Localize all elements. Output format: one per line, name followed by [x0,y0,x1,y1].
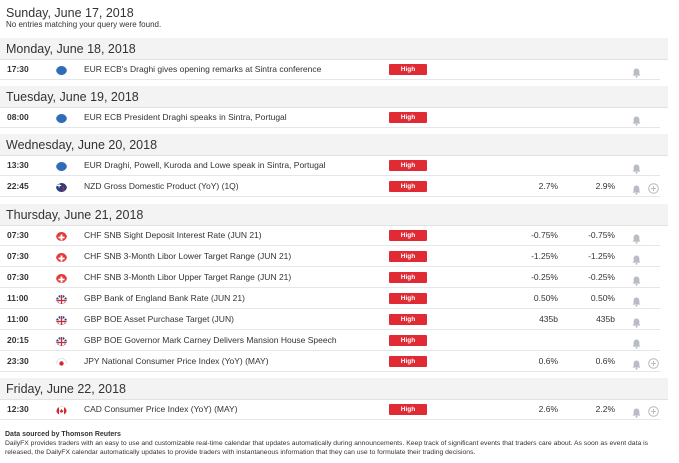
forecast-value: -0.25% [588,272,615,282]
day-header: Wednesday, June 20, 2018 [0,134,668,156]
bell-icon[interactable] [632,113,641,123]
event-time: 13:30 [7,160,29,170]
add-circle-icon[interactable] [648,181,659,192]
event-name: CHF SNB Sight Deposit Interest Rate (JUN 21) [84,230,262,240]
country-flag-icon [56,112,67,123]
forecast-value: 2.2% [595,404,615,414]
actual-value: -0.25% [531,272,558,282]
impact-badge: High [389,160,427,171]
event-row[interactable] [0,246,660,267]
event-time: 11:00 [7,314,29,324]
forecast-value [560,59,615,80]
bell-icon[interactable] [632,161,641,171]
actual-value: -1.25% [531,251,558,261]
event-time: 23:30 [7,356,29,366]
impact-badge: High [389,181,427,192]
footer [5,430,675,457]
actual-value [470,59,558,80]
day-header: Tuesday, June 19, 2018 [0,86,668,108]
bell-icon[interactable] [632,357,641,367]
event-name: EUR ECB's Draghi gives opening remarks at Sintra conference [84,64,322,74]
day-header: Sunday, June 17, 2018 [6,6,134,20]
forecast-value: -0.75% [588,230,615,240]
event-time: 17:30 [7,64,29,74]
impact-badge: High [389,272,427,283]
forecast-value: 0.6% [595,356,615,366]
country-flag-icon [56,160,67,171]
bell-icon[interactable] [632,273,641,283]
actual-value: -0.75% [531,230,558,240]
bell-icon[interactable] [632,405,641,415]
event-name: NZD Gross Domestic Product (YoY) (1Q) [84,181,239,191]
bell-icon[interactable] [632,315,641,325]
event-row[interactable] [0,155,660,176]
country-flag-icon [56,230,67,241]
add-circle-icon[interactable] [648,404,659,415]
event-row[interactable] [0,399,660,420]
footer-source: Data sourced by Thomson Reuters [5,431,121,438]
impact-badge: High [389,112,427,123]
country-flag-icon [56,293,67,304]
actual-value: 435b [539,314,558,324]
actual-value: 2.7% [538,181,558,191]
impact-badge: High [389,404,427,415]
event-row[interactable] [0,309,660,330]
forecast-value [560,155,615,176]
event-time: 20:15 [7,335,29,345]
event-row[interactable] [0,288,660,309]
actual-value: 0.50% [533,293,558,303]
impact-badge: High [389,64,427,75]
impact-badge: High [389,293,427,304]
event-row[interactable] [0,225,660,246]
event-row[interactable] [0,351,660,372]
impact-badge: High [389,356,427,367]
event-row[interactable] [0,107,660,128]
impact-badge: High [389,230,427,241]
event-name: CHF SNB 3-Month Libor Upper Target Range (JUN 21) [84,272,292,282]
actual-value: 2.6% [538,404,558,414]
event-time: 12:30 [7,404,29,414]
forecast-value: 2.9% [595,181,615,191]
forecast-value: 0.50% [590,293,615,303]
day-header: Friday, June 22, 2018 [0,378,668,400]
forecast-value [560,330,615,351]
country-flag-icon [56,356,67,367]
event-time: 08:00 [7,112,29,122]
country-flag-icon [56,314,67,325]
event-name: CHF SNB 3-Month Libor Lower Target Range (JUN 21) [84,251,292,261]
event-time: 07:30 [7,272,29,282]
forecast-value: 435b [596,314,615,324]
day-header: Thursday, June 21, 2018 [0,204,668,226]
actual-value [470,107,558,128]
day-header: Monday, June 18, 2018 [0,38,668,60]
country-flag-icon [56,251,67,262]
event-name: GBP Bank of England Bank Rate (JUN 21) [84,293,245,303]
country-flag-icon [56,272,67,283]
event-time: 11:00 [7,293,29,303]
event-row[interactable] [0,267,660,288]
actual-value: 0.6% [538,356,558,366]
bell-icon[interactable] [632,294,641,304]
country-flag-icon [56,404,67,415]
forecast-value [560,107,615,128]
country-flag-icon [56,335,67,346]
event-name: GBP BOE Governor Mark Carney Delivers Mansion House Speech [84,335,337,345]
impact-badge: High [389,335,427,346]
footer-text: DailyFX provides traders with an easy to use and customizable real-time calendar that updates automatically during announcements. Keep track of significant events that traders care about. As soon as event data is released, the DailyFX calendar automatically updates to provide traders with instantaneous information that they can use to formulate their trading decisions. [5,440,649,456]
bell-icon[interactable] [632,231,641,241]
event-time: 22:45 [7,181,29,191]
bell-icon[interactable] [632,65,641,75]
event-time: 07:30 [7,230,29,240]
bell-icon[interactable] [632,182,641,192]
actual-value [470,155,558,176]
event-name: GBP BOE Asset Purchase Target (JUN) [84,314,234,324]
no-entries-message: No entries matching your query were found. [6,20,162,29]
event-row[interactable] [0,59,660,80]
event-row[interactable] [0,176,660,197]
event-time: 07:30 [7,251,29,261]
bell-icon[interactable] [632,336,641,346]
bell-icon[interactable] [632,252,641,262]
event-name: JPY National Consumer Price Index (YoY) (MAY) [84,356,269,366]
event-row[interactable] [0,330,660,351]
country-flag-icon [56,64,67,75]
impact-badge: High [389,251,427,262]
impact-badge: High [389,314,427,325]
forecast-value: -1.25% [588,251,615,261]
add-circle-icon[interactable] [648,356,659,367]
event-name: CAD Consumer Price Index (YoY) (MAY) [84,404,238,414]
event-name: EUR ECB President Draghi speaks in Sintra, Portugal [84,112,287,122]
event-name: EUR Draghi, Powell, Kuroda and Lowe speak in Sintra, Portugal [84,160,326,170]
actual-value [470,330,558,351]
country-flag-icon [56,181,67,192]
